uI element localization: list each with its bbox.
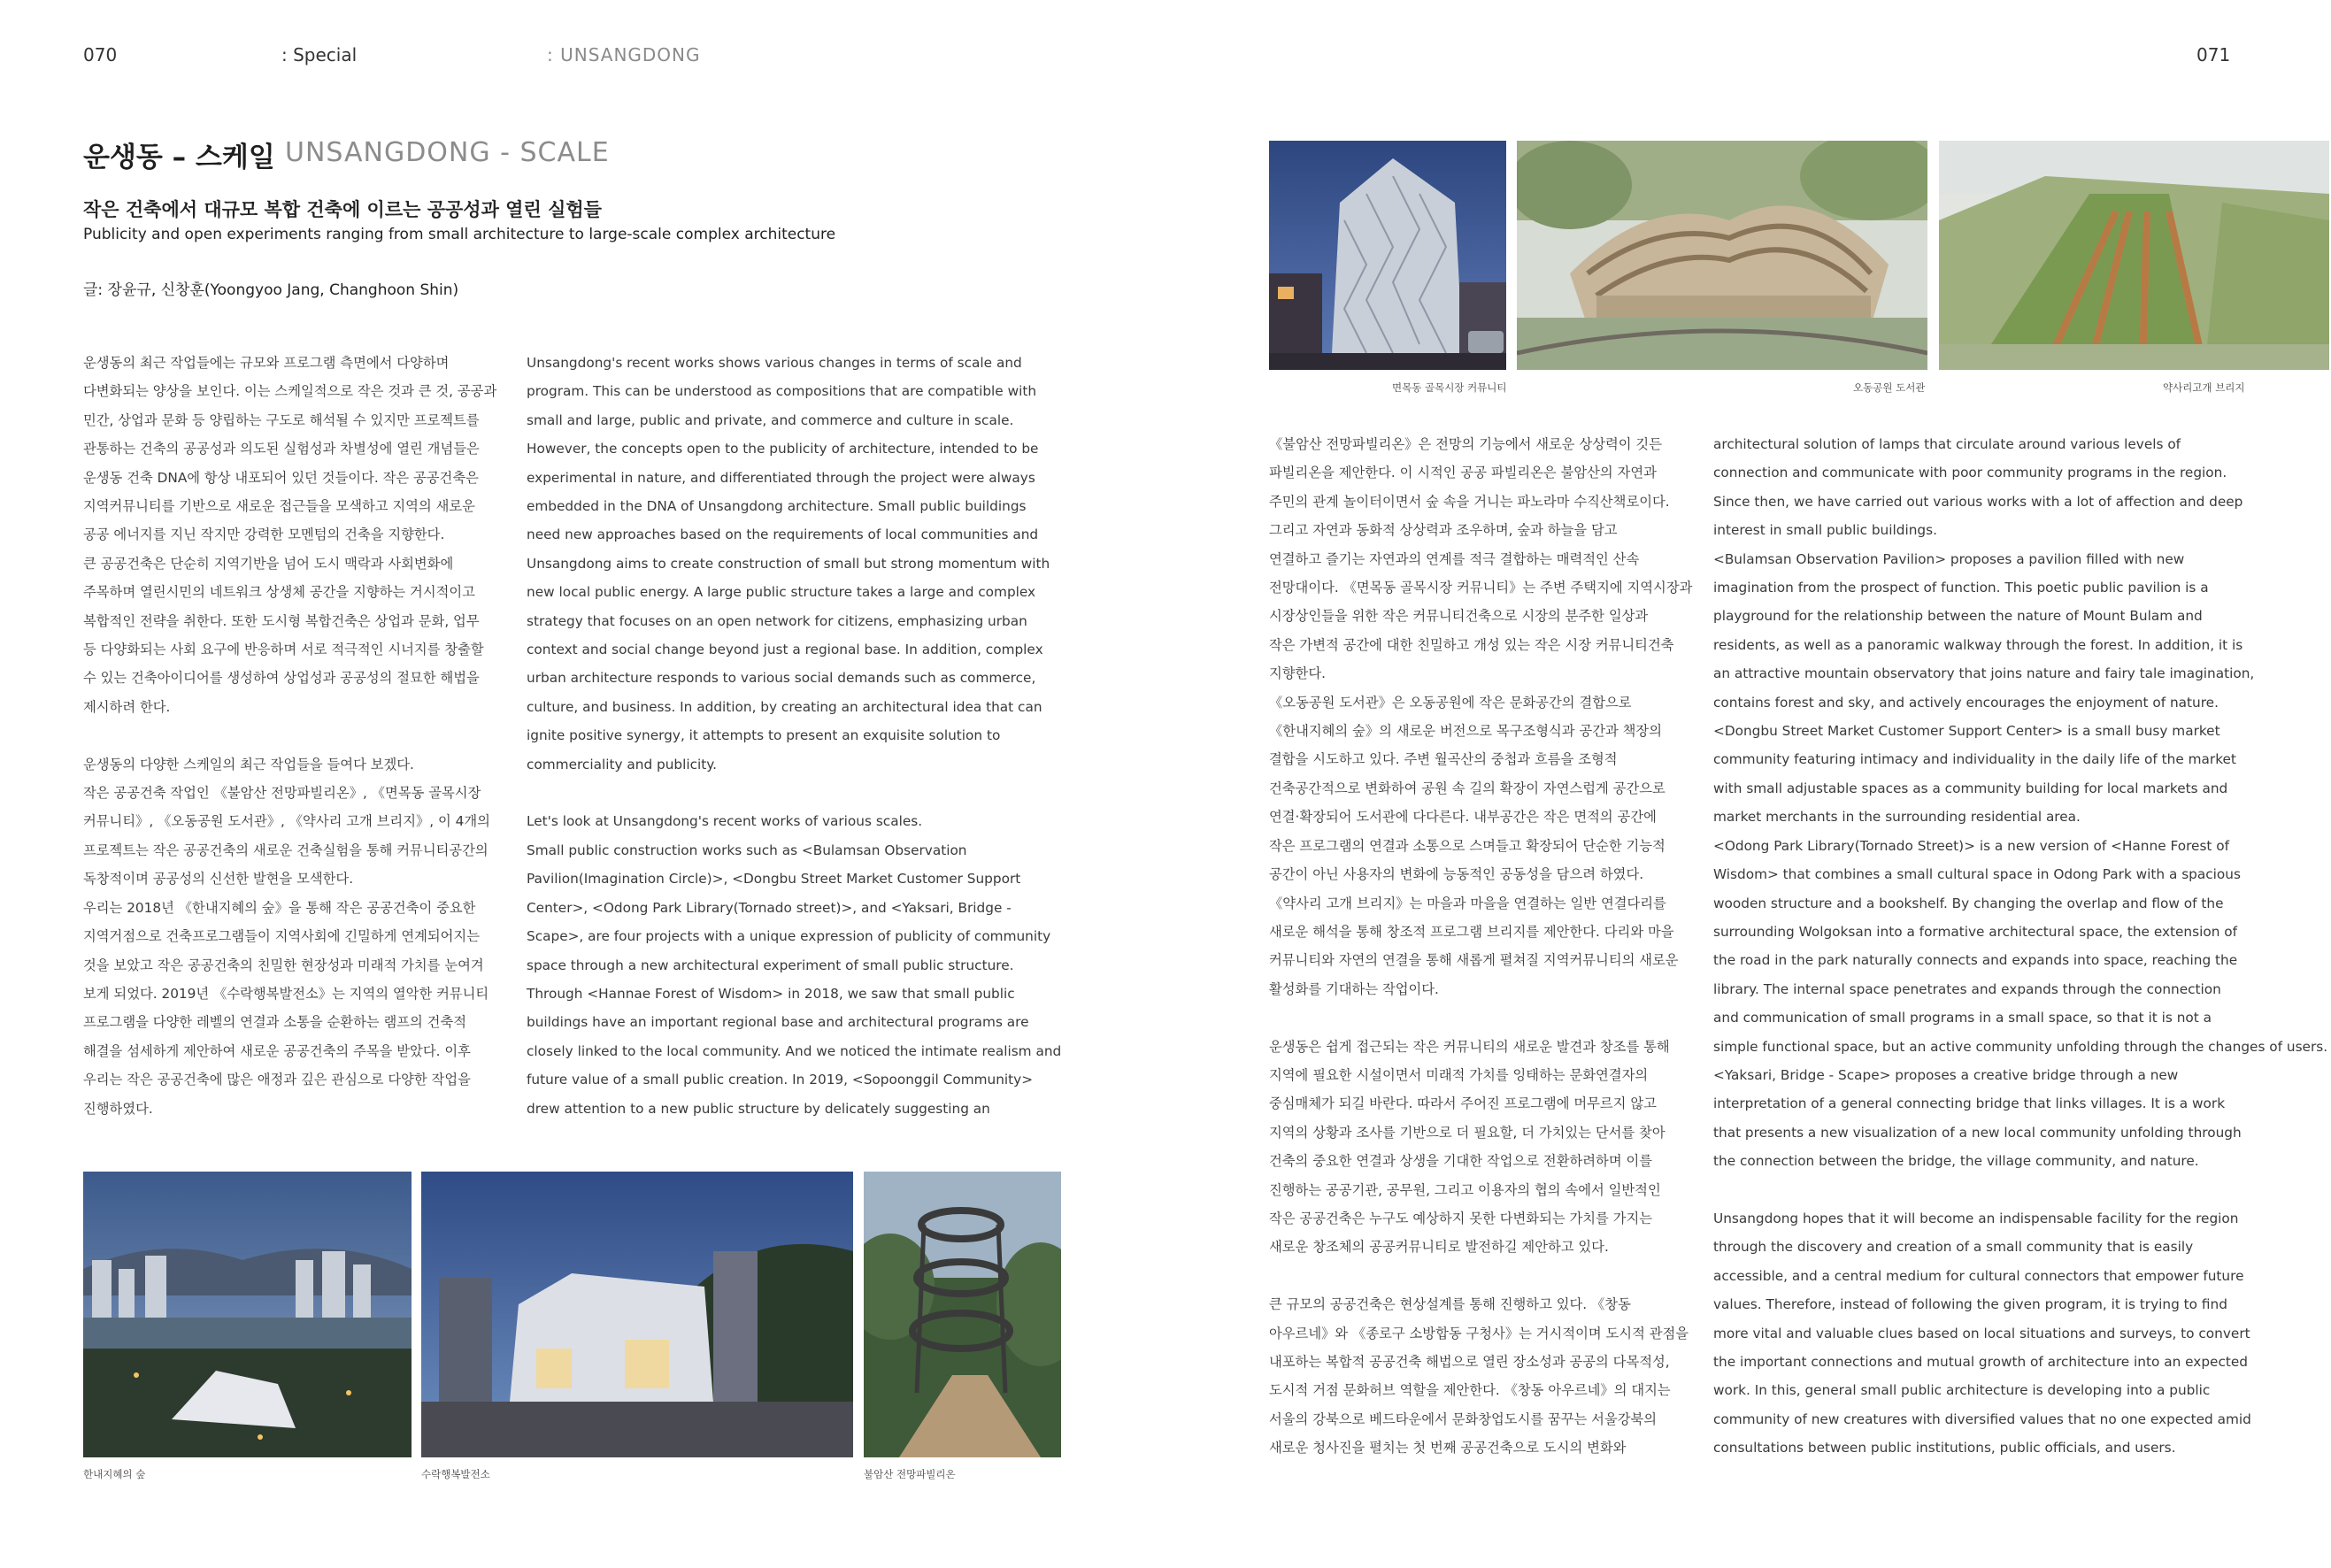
- text-line: 활성화를 기대하는 작업이다.: [1269, 980, 1439, 997]
- body-column-english-left: [527, 349, 1061, 1123]
- text-line: Unsangdong aims to create construction of small but strong momentum with: [527, 555, 1050, 572]
- text-line: 파빌리온을 제안한다. 이 시적인 공공 파빌리온은 불암산의 자연과: [1269, 465, 1657, 481]
- text-line: 새로운 해석을 통해 창조적 프로그램 브리지를 제안한다. 다리와 마을: [1269, 923, 1674, 940]
- photo-myeonmok-market: [1269, 141, 1506, 370]
- text-line: 운생동의 최근 작업들에는 규모와 프로그램 측면에서 다양하며: [83, 355, 450, 371]
- text-line: 운생동의 다양한 스케일의 최근 작업들을 들여다 보겠다.: [83, 756, 414, 772]
- text-line: that presents a new visualization of a new local community unfolding through: [1713, 1124, 2242, 1141]
- caption-bulamsan-pavilion: 불암산 전망파빌리온: [864, 1468, 956, 1480]
- text-line: 내포하는 복합적 공공건축 해법으로 열린 장소성과 공공의 다목적성,: [1269, 1353, 1670, 1370]
- text-line: commerciality and publicity.: [527, 756, 718, 772]
- text-line: 지역커뮤니티를 기반으로 새로운 접근들을 모색하고 지역의 새로운: [83, 498, 475, 515]
- caption-hannae-forest: 한내지혜의 숲: [83, 1468, 146, 1480]
- text-line: 등 다양화되는 사회 요구에 반응하며 서로 적극적인 시너지를 창출할: [83, 642, 484, 658]
- text-line: contains forest and sky, and actively encourages the enjoyment of nature.: [1713, 694, 2219, 711]
- text-line: 큰 규모의 공공건축은 현상설계를 통해 진행하고 있다. 《창동: [1269, 1296, 1631, 1313]
- text-line: 다변화되는 양상을 보인다. 이는 스케일적으로 작은 것과 큰 것, 공공과: [83, 383, 497, 400]
- text-line: 운생동 건축 DNA에 항상 내포되어 있던 것들이다. 작은 공공건축은: [83, 469, 479, 486]
- page-number-left: 070: [83, 44, 118, 65]
- text-line: drew attention to a new public structure by delicately suggesting an: [527, 1100, 990, 1117]
- text-line: 연결·확장되어 도서관에 다다른다. 내부공간은 작은 면적의 공간에: [1269, 809, 1657, 826]
- text-line: wooden structure and a bookshelf. By changing the overlap and flow of the: [1713, 895, 2224, 911]
- text-line: strategy that focuses on an open network for citizens, emphasizing urban: [527, 612, 1027, 629]
- text-line: future value of a small public creation. In 2019, <Sopoonggil Community>: [527, 1072, 1034, 1088]
- text-line: 주목하며 열린시민의 네트워크 상생체 공간을 지향하는 거시적이고: [83, 584, 475, 601]
- text-line: 커뮤니티》, 《오동공원 도서관》, 《약사리 고개 브리지》, 이 4개의: [83, 813, 490, 830]
- text-line: 공간이 아닌 사용자의 변화에 능동적인 공동성을 담으려 하였다.: [1269, 866, 1644, 883]
- photo-odong-park-library: [1517, 141, 1927, 370]
- text-line: 《약사리 고개 브리지》는 마을과 마을을 연결하는 일반 연결다리를: [1269, 895, 1666, 911]
- text-line: Unsangdong's recent works shows various changes in terms of scale and: [527, 355, 1022, 371]
- body-column-english-right: [1713, 430, 2327, 1463]
- page-number-right: 071: [2196, 44, 2231, 65]
- text-line: Let's look at Unsangdong's recent works of various scales.: [527, 813, 923, 830]
- section-label: : Special: [281, 44, 358, 65]
- text-line: [1269, 1003, 1692, 1032]
- text-line: 《한내지혜의 숲》의 새로운 버전으로 목구조형식과 공간과 책장의: [1269, 723, 1662, 740]
- text-line: imagination from the prospect of function. This poetic public pavilion is a: [1713, 580, 2209, 596]
- text-line: [527, 779, 1061, 807]
- text-line: 진행하였다.: [83, 1100, 153, 1117]
- text-line: more vital and valuable clues based on local situations and surveys, to convert: [1713, 1325, 2250, 1341]
- text-line: 우리는 작은 공공건축에 많은 애정과 깊은 관심으로 다양한 작업을: [83, 1072, 471, 1088]
- article-title-korean: 운생동 – 스케일: [83, 142, 275, 173]
- text-line: embedded in the DNA of Unsangdong architecture. Small public buildings: [527, 498, 1027, 515]
- text-line: 작은 가변적 공간에 대한 친밀하고 개성 있는 작은 시장 커뮤니티건축: [1269, 636, 1674, 653]
- subtitle-korean: 작은 건축에서 대규모 복합 건축에 이르는 공공성과 열린 실험들: [83, 199, 602, 220]
- text-line: small and large, public and private, and commerce and culture in scale.: [527, 411, 1014, 428]
- caption-myeonmok-market: 면목동 골목시장 커뮤니티: [1392, 381, 1507, 394]
- text-line: the road in the park naturally connects and expands into space, reaching the: [1713, 952, 2238, 969]
- text-line: 아우르네》와 《종로구 소방합동 구청사》는 거시적이며 도시적 관점을: [1269, 1325, 1689, 1341]
- text-line: 민간, 상업과 문화 등 양립하는 구도로 해석될 수 있지만 프로젝트를: [83, 411, 480, 428]
- text-line: the important connections and mutual growth of architecture into an expected: [1713, 1353, 2248, 1370]
- text-line: Center>, <Odong Park Library(Tornado street)>, and <Yaksari, Bridge -: [527, 899, 1012, 916]
- text-line: simple functional space, but an active community unfolding through the changes of users.: [1713, 1038, 2328, 1055]
- text-line: 우리는 2018년 《한내지혜의 숲》을 통해 작은 공공건축이 중요한: [83, 899, 476, 916]
- text-line: ignite positive synergy, it attempts to present an exquisite solution to: [527, 727, 1001, 744]
- byline: 글: 장윤규, 신창훈(Yoongyoo Jang, Changhoon Shin): [83, 281, 459, 299]
- text-line: need new approaches based on the requirements of local communities and: [527, 527, 1039, 543]
- text-line: architectural solution of lamps that circulate around various levels of: [1713, 436, 2181, 452]
- text-line: 《불암산 전망파빌리온》은 전망의 기능에서 새로운 상상력이 깃든: [1269, 436, 1662, 452]
- text-line: Unsangdong hopes that it will become an indispensable facility for the region: [1713, 1210, 2239, 1226]
- text-line: <Odong Park Library(Tornado Street)> is a new version of <Hanne Forest of: [1713, 837, 2230, 854]
- text-line: space through a new architectural experiment of small public structure.: [527, 957, 1014, 973]
- text-line: 《오동공원 도서관》은 오동공원에 작은 문화공간의 결합으로: [1269, 694, 1632, 711]
- text-line: residents, as well as a panoramic walkway through the forest. In addition, it is: [1713, 636, 2243, 653]
- text-line: experimental in nature, and differentiated through the project were always: [527, 469, 1035, 486]
- text-line: <Yaksari, Bridge - Scape> proposes a creative bridge through a new: [1713, 1066, 2179, 1083]
- text-line: 건축의 중요한 연결과 상생을 기대한 작업으로 전환하려하며 이를: [1269, 1153, 1653, 1170]
- text-line: an attractive mountain observatory that joins nature and fairy tale imagination,: [1713, 665, 2255, 682]
- text-line: 연결하고 즐기는 자연과의 연계를 적극 결합하는 매력적인 산속: [1269, 550, 1640, 567]
- text-line: 것을 보았고 작은 공공건축의 친밀한 현장성과 미래적 가치를 눈여겨: [83, 957, 484, 973]
- subsection-label: : UNSANGDONG: [547, 44, 701, 65]
- text-line: 제시하려 한다.: [83, 698, 171, 715]
- text-line: 공공 에너지를 지닌 작지만 강력한 모멘텀의 건축을 지향한다.: [83, 527, 445, 543]
- text-line: playground for the relationship between the nature of Mount Bulam and: [1713, 608, 2203, 625]
- text-line: interpretation of a general connecting bridge that links villages. It is a work: [1713, 1095, 2226, 1112]
- text-line: <Bulamsan Observation Pavilion> proposes a pavilion filled with new: [1713, 550, 2185, 567]
- text-line: buildings have an important regional base and architectural programs are: [527, 1014, 1029, 1031]
- text-line: through the discovery and creation of a small community that is easily: [1713, 1239, 2194, 1256]
- photo-yaksari-bridge: [1939, 141, 2329, 370]
- text-line: 복합적인 전략을 취한다. 또한 도시형 복합건축은 상업과 문화, 업무: [83, 612, 480, 629]
- text-line: work. In this, general small public architecture is developing into a public: [1713, 1382, 2211, 1399]
- text-line: 지역의 상황과 조사를 기반으로 더 필요할, 더 가치있는 단서를 찾아: [1269, 1124, 1666, 1141]
- text-line: library. The internal space penetrates and expands through the connection: [1713, 980, 2221, 997]
- text-line: 지역에 필요한 시설이면서 미래적 가치를 잉태하는 문화연결자의: [1269, 1066, 1649, 1083]
- text-line: 작은 공공건축은 누구도 예상하지 못한 다변화되는 가치를 가지는: [1269, 1210, 1653, 1226]
- text-line: program. This can be understood as compositions that are compatible with: [527, 383, 1037, 400]
- text-line: 건축공간적으로 변화하여 공원 속 길의 확장이 자연스럽게 공간으로: [1269, 780, 1666, 796]
- text-line: values. Therefore, instead of following the given program, it is trying to find: [1713, 1296, 2227, 1313]
- text-line: Wisdom> that combines a small cultural space in Odong Park with a spacious: [1713, 866, 2241, 883]
- text-line: Scape>, are four projects with a unique expression of publicity of community: [527, 928, 1051, 945]
- subtitle-english: Publicity and open experiments ranging from small architecture to large-scale complex architecture: [83, 226, 836, 243]
- text-line: 큰 공공건축은 단순히 지역기반을 넘어 도시 맥락과 사회변화에: [83, 555, 454, 572]
- body-column-korean-left: [83, 349, 496, 1123]
- text-line: 수 있는 건축아이디어를 생성하여 상업성과 공공성의 절묘한 해법을: [83, 670, 480, 687]
- text-line: However, the concepts open to the publicity of architecture, intended to be: [527, 441, 1039, 457]
- text-line: 커뮤니티와 자연의 연결을 통해 새롭게 펼쳐질 지역커뮤니티의 새로운: [1269, 952, 1679, 969]
- text-line: 독창적이며 공공성의 신선한 발현을 모색한다.: [83, 871, 354, 888]
- text-line: 중심매체가 되길 바란다. 따라서 주어진 프로그램에 머무르지 않고: [1269, 1095, 1657, 1112]
- text-line: 그리고 자연과 동화적 상상력과 조우하며, 숲과 하늘을 담고: [1269, 522, 1618, 539]
- text-line: 도시적 거점 문화허브 역할을 제안한다. 《창동 아우르네》의 대지는: [1269, 1382, 1671, 1399]
- photo-surak-happiness-plant: [421, 1172, 853, 1457]
- text-line: consultations between public institutions, public officials, and users.: [1713, 1440, 2176, 1457]
- text-line: [83, 721, 496, 749]
- text-line: community of new creatures with diversified values that no one expected amid: [1713, 1410, 2251, 1427]
- text-line: 결합을 시도하고 있다. 주변 월곡산의 중첩과 흐름을 조형적: [1269, 751, 1618, 768]
- text-line: Small public construction works such as <Bulamsan Observation: [527, 842, 967, 858]
- text-line: urban architecture responds to various social demands such as commerce,: [527, 670, 1036, 687]
- caption-yaksari-bridge: 약사리고개 브리지: [2163, 381, 2245, 394]
- text-line: market merchants in the surrounding residential area.: [1713, 809, 2081, 826]
- text-line: Since then, we have carried out various works with a lot of affection and deep: [1713, 493, 2243, 510]
- text-line: 운생동은 쉽게 접근되는 작은 커뮤니티의 새로운 발견과 창조를 통해: [1269, 1038, 1670, 1055]
- text-line: 지역거점으로 건축프로그램들이 지역사회에 긴밀하게 연계되어지는: [83, 928, 480, 945]
- text-line: context and social change beyond just a regional base. In addition, complex: [527, 642, 1043, 658]
- text-line: 새로운 청사진을 펼치는 첫 번째 공공건축으로 도시의 변화와: [1269, 1440, 1627, 1457]
- text-line: Pavilion(Imagination Circle)>, <Dongbu Street Market Customer Support: [527, 871, 1021, 888]
- text-line: 서울의 강북으로 베드타운에서 문화창업도시를 꿈꾸는 서울강북의: [1269, 1410, 1658, 1427]
- text-line: <Dongbu Street Market Customer Support Center> is a small busy market: [1713, 723, 2220, 740]
- text-line: surrounding Wolgoksan into a formative architectural space, the extension of: [1713, 923, 2238, 940]
- text-line: closely linked to the local community. And we noticed the intimate realism and: [527, 1042, 1062, 1059]
- text-line: 새로운 창조체의 공공커뮤니티로 발전하길 제안하고 있다.: [1269, 1239, 1609, 1256]
- text-line: 시장상인들을 위한 작은 커뮤니티건축으로 시장의 분주한 일상과: [1269, 608, 1649, 625]
- text-line: the connection between the bridge, the village community, and nature.: [1713, 1153, 2199, 1170]
- text-line: culture, and business. In addition, by creating an architectural idea that can: [527, 698, 1042, 715]
- text-line: accessible, and a central medium for cultural connectors that empower future: [1713, 1267, 2244, 1284]
- text-line: 프로그램을 다양한 레벨의 연결과 소통을 순환하는 램프의 건축적: [83, 1014, 467, 1031]
- text-line: 전망대이다. 《면목동 골목시장 커뮤니티》는 주변 주택지에 지역시장과: [1269, 580, 1693, 596]
- caption-surak-plant: 수락행복발전소: [421, 1468, 490, 1480]
- text-line: new local public energy. A large public structure takes a large and complex: [527, 584, 1036, 601]
- text-line: 주민의 관계 놀이터이면서 숲 속을 거니는 파노라마 수직산책로이다.: [1269, 493, 1670, 510]
- caption-odong-library: 오동공원 도서관: [1853, 381, 1926, 394]
- text-line: 관통하는 건축의 공공성과 의도된 실험성과 차별성에 열린 개념들은: [83, 441, 480, 457]
- text-line: [1269, 1262, 1692, 1290]
- text-line: 작은 프로그램의 연결과 소통으로 스며들고 확장되어 단순한 기능적: [1269, 837, 1666, 854]
- text-line: with small adjustable spaces as a community building for local markets and: [1713, 780, 2228, 796]
- text-line: 진행하는 공공기관, 공무원, 그리고 이용자의 협의 속에서 일반적인: [1269, 1181, 1661, 1198]
- body-column-korean-right: [1269, 430, 1692, 1463]
- text-line: 작은 공공건축 작업인 《불암산 전망파빌리온》, 《면목동 골목시장: [83, 785, 481, 802]
- text-line: Through <Hannae Forest of Wisdom> in 2018, we saw that small public: [527, 985, 1015, 1002]
- text-line: connection and communicate with poor community programs in the region.: [1713, 465, 2227, 481]
- text-line: interest in small public buildings.: [1713, 522, 1937, 539]
- photo-hannae-forest: [83, 1172, 412, 1457]
- article-title-english: UNSANGDONG - SCALE: [285, 137, 610, 168]
- text-line: [1713, 1176, 2327, 1204]
- text-line: and communication of small programs in a small space, so that it is not a: [1713, 1010, 2212, 1026]
- photo-bulamsan-pavilion: [864, 1172, 1061, 1457]
- text-line: 보게 되었다. 2019년 《수락행복발전소》는 지역의 열악한 커뮤니티: [83, 985, 489, 1002]
- text-line: 해결을 섬세하게 제안하여 새로운 공공건축의 주목을 받았다. 이후: [83, 1042, 471, 1059]
- text-line: community featuring intimacy and individuality in the daily life of the market: [1713, 751, 2236, 768]
- text-line: 프로젝트는 작은 공공건축의 새로운 건축실험을 통해 커뮤니티공간의: [83, 842, 489, 858]
- text-line: 지향한다.: [1269, 665, 1326, 682]
